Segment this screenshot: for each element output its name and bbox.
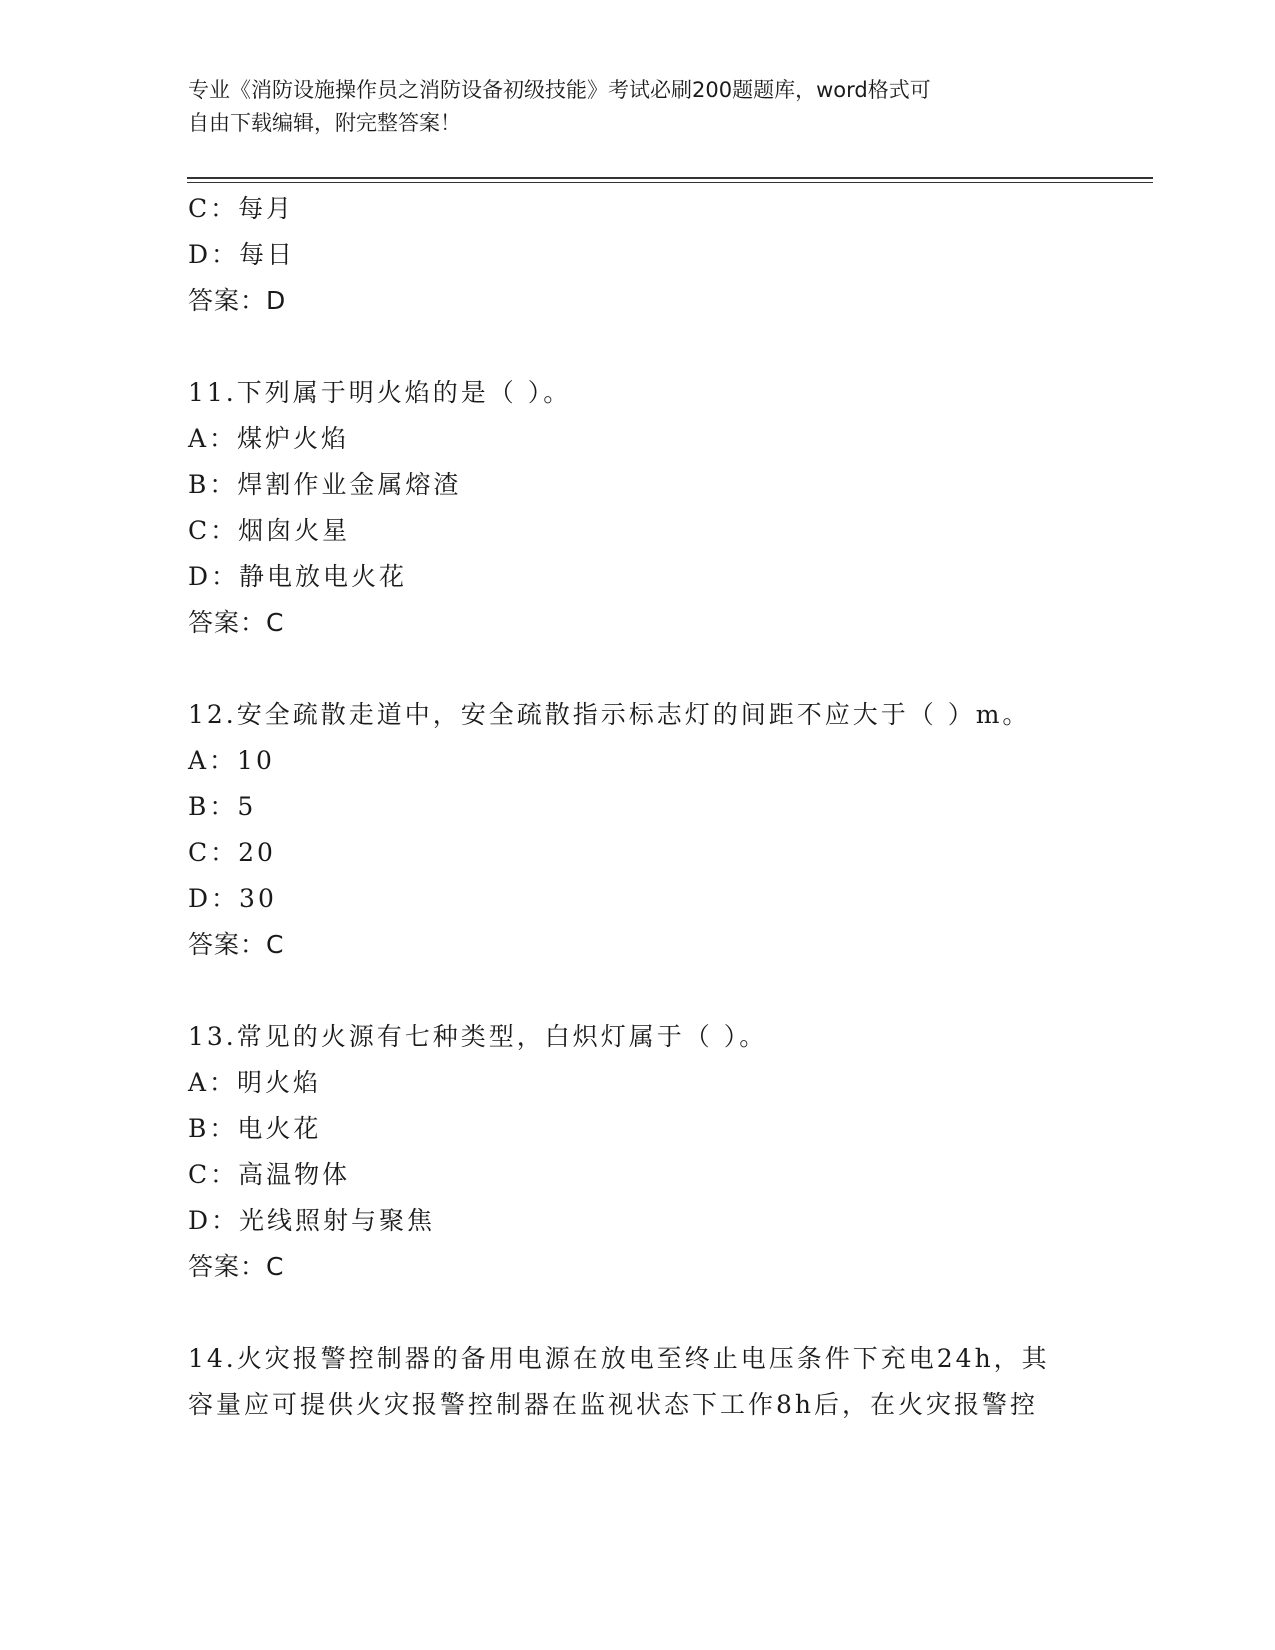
question-13 (188, 1014, 1088, 1290)
option-d: D：光线照射与聚焦 (188, 1206, 436, 1235)
option-d: D：30 (188, 884, 277, 913)
option-b: B：5 (188, 792, 257, 821)
question-11 (188, 370, 1088, 646)
answer: 答案：C (188, 930, 285, 959)
option-a: A：煤炉火焰 (188, 424, 350, 453)
question-14 (188, 1336, 1088, 1428)
option-c: C：20 (188, 838, 276, 867)
spacer (188, 968, 1088, 1014)
option-c: C：烟囱火星 (188, 516, 351, 545)
question-stem: 12.安全疏散走道中，安全疏散指示标志灯的间距不应大于（ ）m。 (188, 700, 1031, 729)
question-12 (188, 692, 1088, 968)
spacer (188, 324, 1088, 370)
option-a: A：10 (188, 746, 275, 775)
answer: 答案：C (188, 1252, 285, 1281)
option-b: B：电火花 (188, 1114, 322, 1143)
option-d: D：每日 (188, 240, 296, 269)
spacer (188, 646, 1088, 692)
question-stem-line-1: 14.火灾报警控制器的备用电源在放电至终止电压条件下充电24h，其 (188, 1344, 1050, 1373)
question-stem-line-2: 容量应可提供火灾报警控制器在监视状态下工作8h后，在火灾报警控 (188, 1390, 1039, 1419)
question-list (188, 186, 1088, 1428)
header-line-1: 专业《消防设施操作员之消防设备初级技能》考试必刷200题题库，word格式可 (188, 78, 931, 102)
option-b: B：焊割作业金属熔渣 (188, 470, 462, 499)
option-a: A：明火焰 (188, 1068, 322, 1097)
question-stem: 11.下列属于明火焰的是（ ）。 (188, 378, 572, 407)
answer: 答案：D (188, 286, 287, 315)
option-c: C：每月 (188, 194, 295, 223)
header-line-2: 自由下载编辑，附完整答案！ (188, 111, 461, 135)
option-d: D：静电放电火花 (188, 562, 408, 591)
answer: 答案：C (188, 608, 285, 637)
spacer (188, 1290, 1088, 1336)
option-c: C：高温物体 (188, 1160, 351, 1189)
question-10-partial (188, 186, 1088, 324)
question-stem: 13.常见的火源有七种类型，白炽灯属于（ ）。 (188, 1022, 768, 1051)
document-header (188, 74, 1068, 140)
header-divider (187, 177, 1153, 183)
